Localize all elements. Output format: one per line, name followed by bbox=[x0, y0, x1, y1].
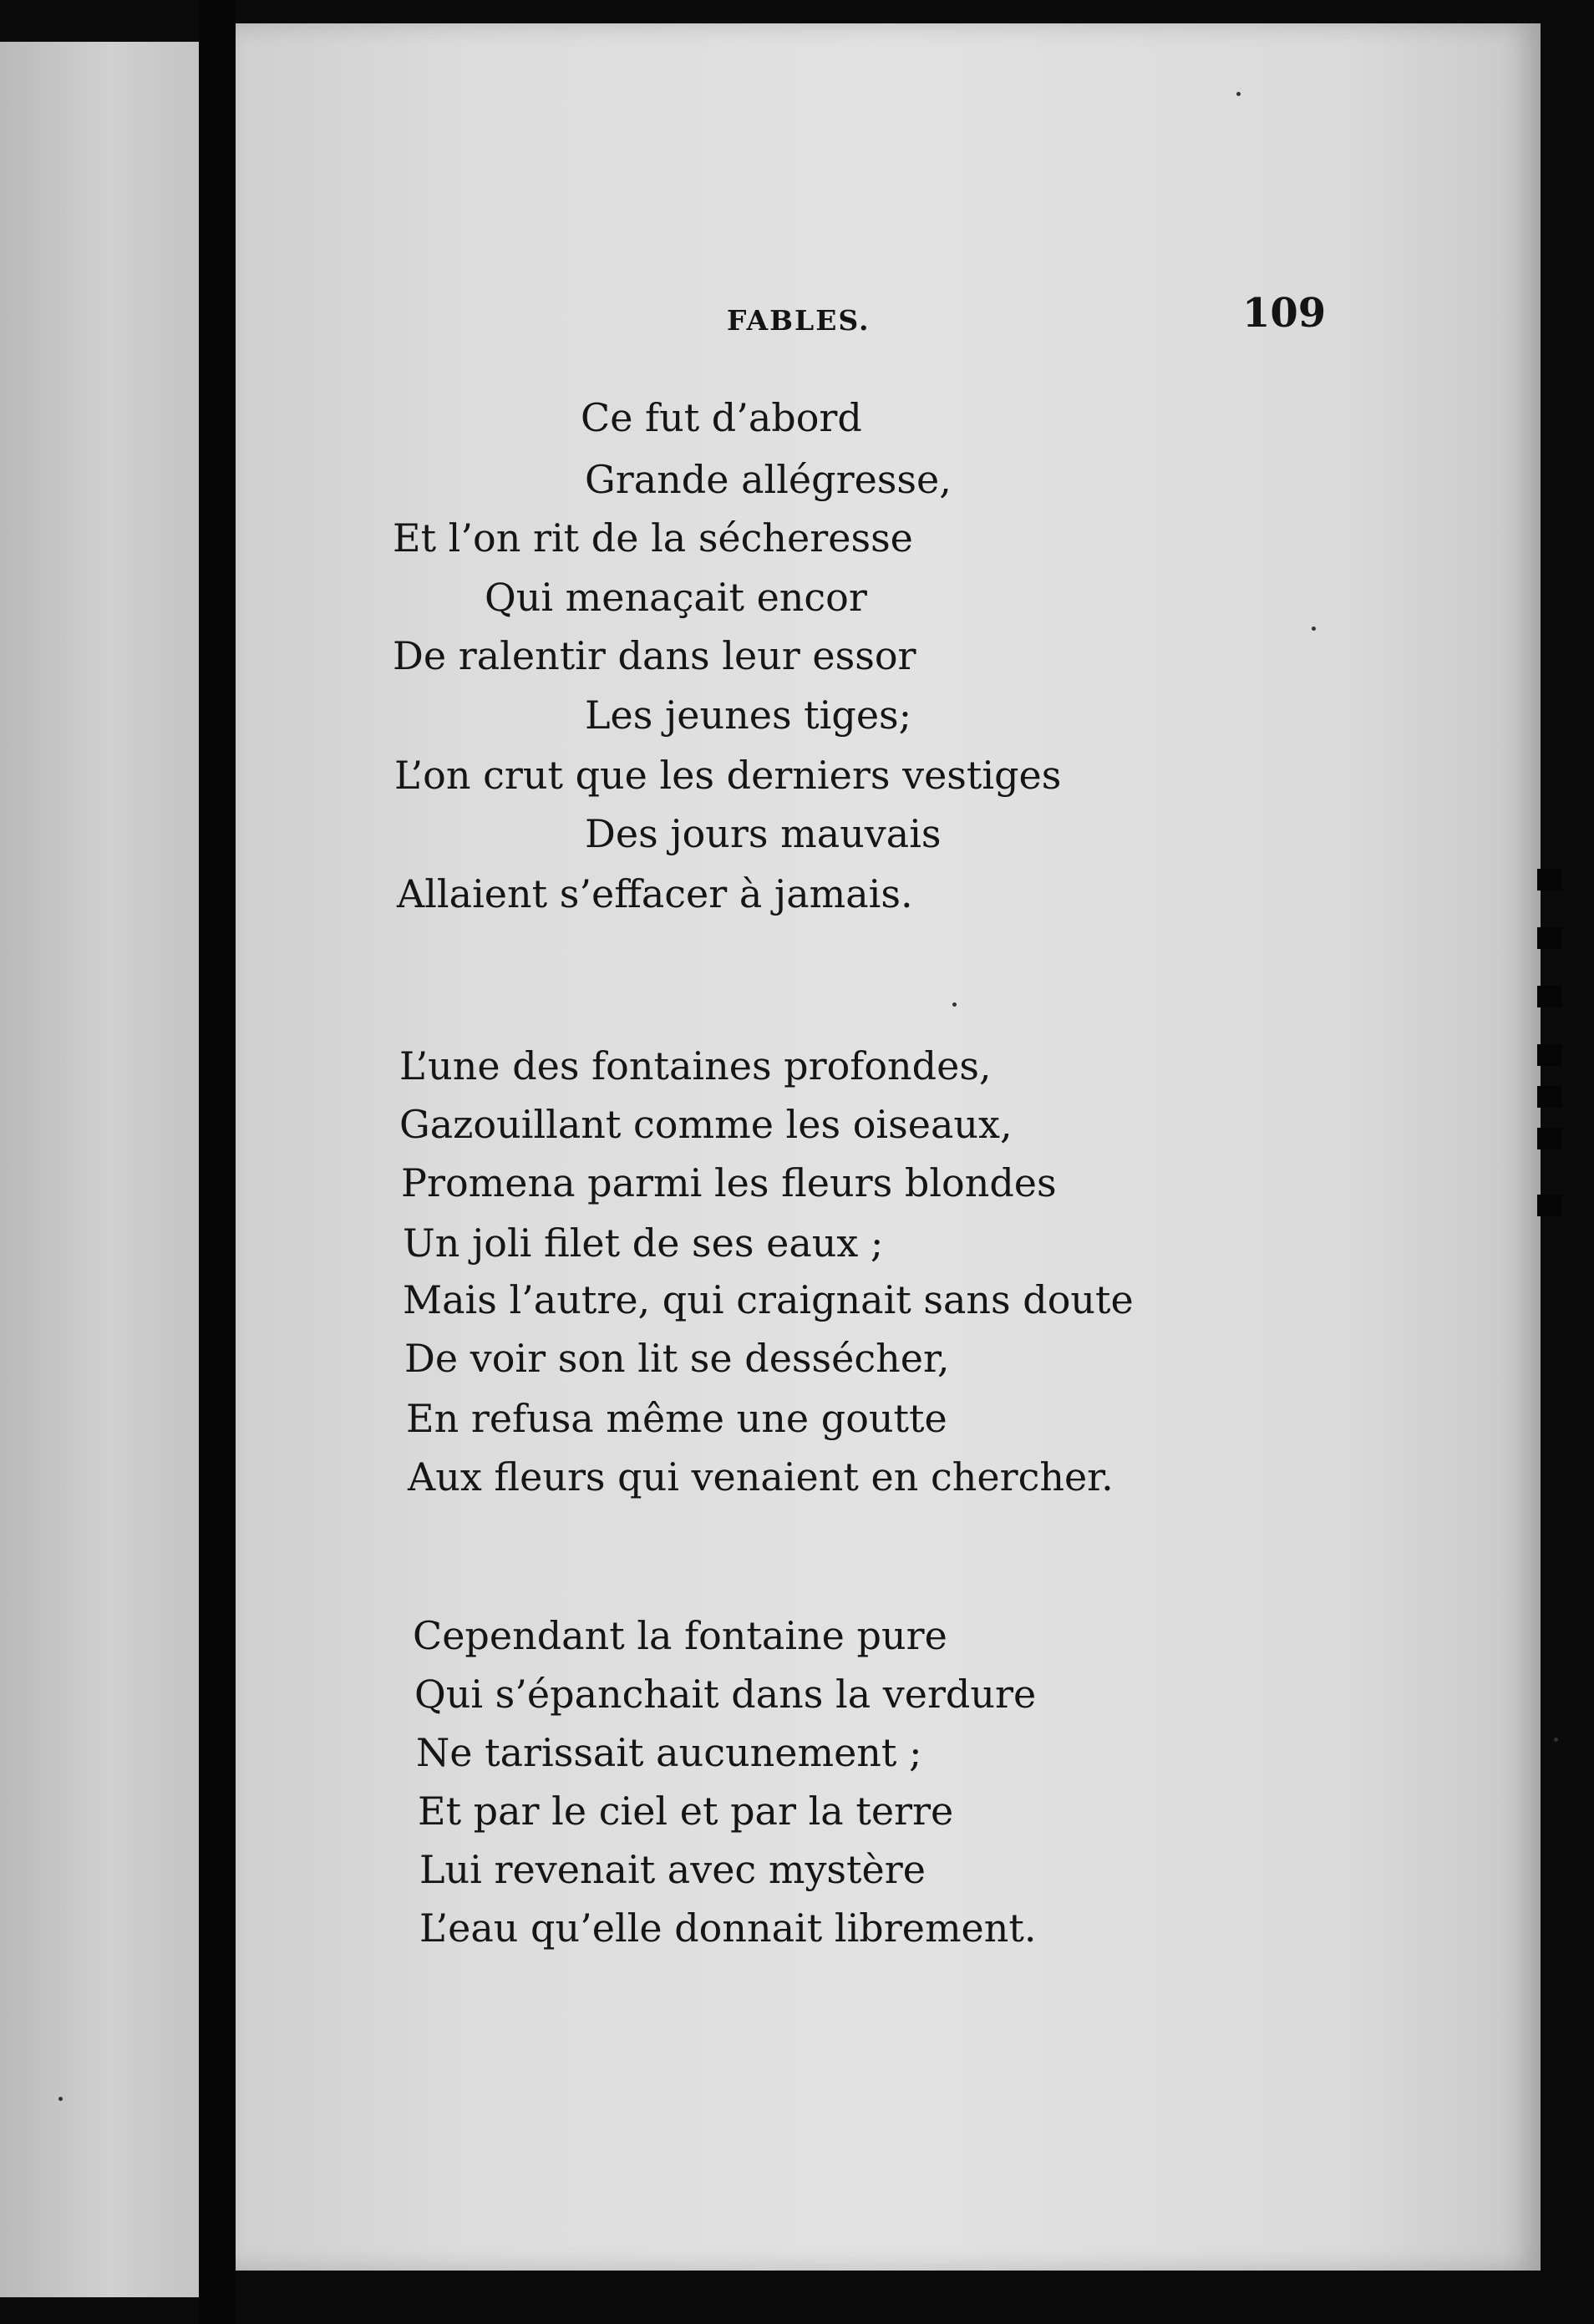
poem-line: Lui revenait avec mystère bbox=[419, 1847, 926, 1892]
paper-speck bbox=[1312, 627, 1316, 631]
poem-line: Qui s’épanchait dans la verdure bbox=[414, 1672, 1037, 1717]
poem-line: Allaient s’effacer à jamais. bbox=[397, 871, 913, 916]
poem-line: Un joli filet de ses eaux ; bbox=[403, 1220, 884, 1266]
poem-line: Grande allégresse, bbox=[585, 457, 952, 502]
poem-line: L’on crut que les derniers vestiges bbox=[394, 753, 1062, 798]
edge-mark bbox=[1537, 1086, 1562, 1108]
poem-line: L’eau qu’elle donnait librement. bbox=[419, 1905, 1037, 1951]
poem-line: Ce fut d’abord bbox=[581, 395, 862, 440]
edge-mark bbox=[1537, 1044, 1562, 1066]
paper-speck bbox=[1554, 1738, 1558, 1742]
poem-line: Gazouillant comme les oiseaux, bbox=[399, 1102, 1013, 1147]
previous-page-edge bbox=[0, 42, 199, 2297]
edge-mark bbox=[1537, 1195, 1562, 1216]
book-gutter bbox=[199, 0, 236, 2324]
poem-line: De ralentir dans leur essor bbox=[393, 633, 916, 678]
running-head: FABLES. bbox=[727, 304, 871, 337]
right-page-edge bbox=[1541, 0, 1594, 2324]
poem-line: Promena parmi les fleurs blondes bbox=[401, 1160, 1057, 1205]
poem-line: Des jours mauvais bbox=[585, 811, 942, 856]
poem-line: Aux fleurs qui venaient en chercher. bbox=[408, 1454, 1114, 1499]
poem-line: En refusa même une goutte bbox=[406, 1396, 947, 1441]
edge-mark bbox=[1537, 1128, 1562, 1149]
poem-line: L’une des fontaines profondes, bbox=[399, 1043, 992, 1088]
poem-line: Les jeunes tiges; bbox=[585, 693, 912, 738]
poem-line: Cependant la fontaine pure bbox=[413, 1613, 947, 1658]
poem-line: Et par le ciel et par la terre bbox=[418, 1789, 954, 1834]
poem-line: De voir son lit se dessécher, bbox=[404, 1336, 950, 1381]
paper-speck bbox=[1236, 92, 1241, 96]
edge-mark bbox=[1537, 986, 1562, 1007]
poem-line: Et l’on rit de la sécheresse bbox=[393, 515, 913, 561]
paper-speck bbox=[952, 1002, 957, 1007]
edge-mark bbox=[1537, 927, 1562, 949]
page-number: 109 bbox=[1242, 290, 1327, 337]
poem-line: Mais l’autre, qui craignait sans doute bbox=[403, 1277, 1134, 1322]
edge-mark bbox=[1537, 869, 1562, 891]
poem-line: Qui menaçait encor bbox=[485, 575, 867, 620]
poem-line: Ne tarissait aucunement ; bbox=[416, 1730, 922, 1775]
paper-speck bbox=[58, 2097, 63, 2101]
